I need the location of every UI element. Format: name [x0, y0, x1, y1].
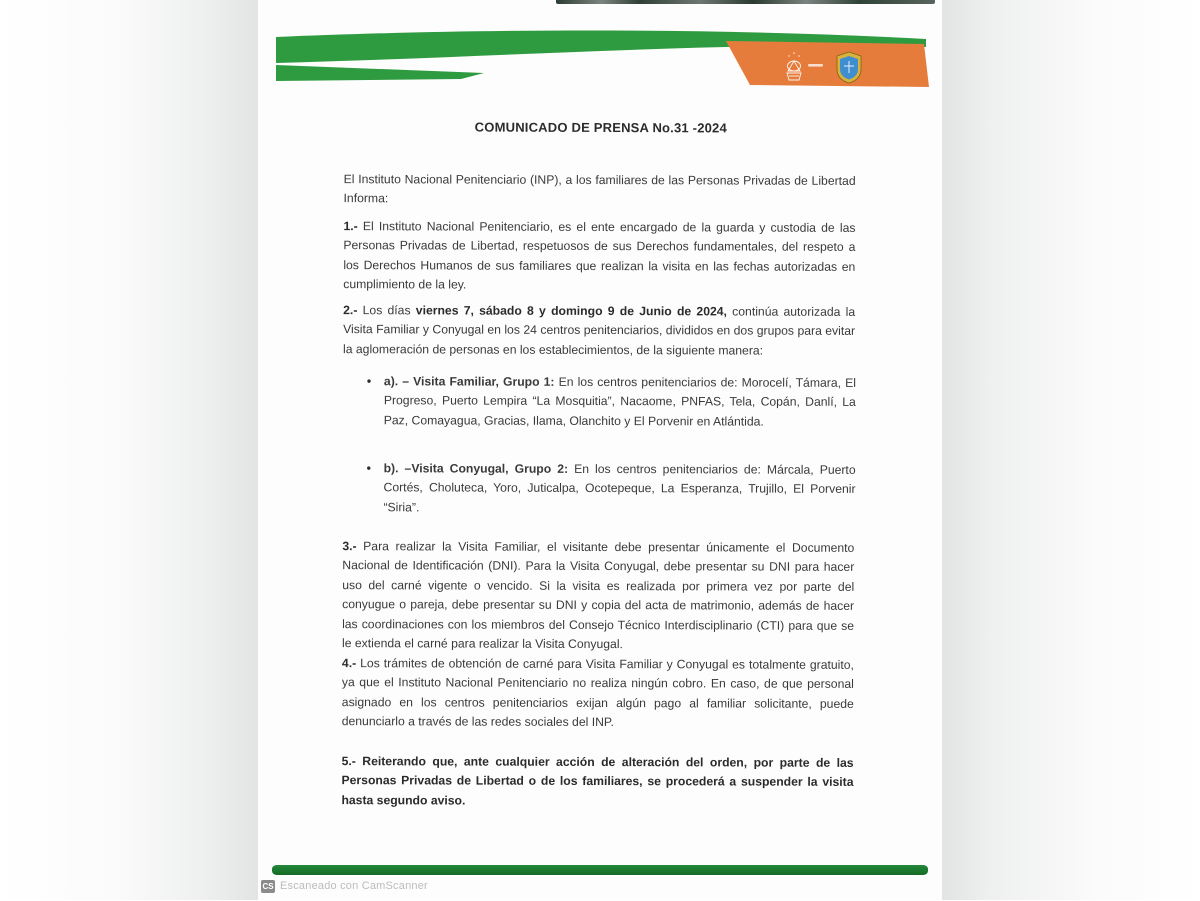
bullet-b-heading: b). –Visita Conyugal, Grupo 2:	[383, 461, 569, 476]
camscanner-icon: CS	[262, 881, 274, 891]
viewer-right-margin	[942, 0, 1200, 900]
paragraph-text: continúa autorizada la Visita Familiar y Conyugal en los 24 centros penitenciarios, divididos en dos grupos para evitar la aglomeración de personas en los establecimientos, de la siguiente manera:	[343, 304, 856, 358]
paragraph-text-bold: 5.- Reiterando que, ante cualquier acción de alteración del orden, por parte de las Personas Privadas de Libertad o de los familiares, se procederá a suspender la visita hasta segundo aviso.	[341, 754, 854, 808]
camscanner-watermark	[261, 878, 428, 894]
camscanner-label: Escaneado con CamScanner	[280, 880, 428, 892]
paragraph-text: En los centros penitenciarios de: Márcala, Puerto Cortés, Choluteca, Yoro, Juticalpa, Ocotepeque, La Esperanza, Trujillo, El Porvenir “Siria”.	[383, 461, 856, 515]
document-page	[258, 0, 942, 900]
paragraph-5	[341, 752, 853, 812]
viewer-left-margin	[0, 0, 258, 900]
document-content	[256, 0, 943, 901]
bullet-a-heading: a). – Visita Familiar, Grupo 1:	[383, 374, 555, 389]
bullet-icon: •	[366, 374, 372, 389]
bullet-icon: •	[366, 461, 371, 476]
intro-paragraph	[344, 170, 856, 211]
paragraph-text: Los días	[357, 303, 416, 318]
paragraph-number: 1.-	[343, 219, 358, 234]
dates-bold-text: viernes 7, sábado 8 y domingo 9 de Junio de 2024,	[415, 303, 727, 319]
paragraph-text: El Instituto Nacional Penitenciario (INP), a los familiares de las Personas Privadas de Libertad Informa:	[343, 172, 856, 206]
paragraph-1	[343, 217, 855, 296]
paragraph-3	[342, 537, 854, 655]
paragraph-number: 2.-	[343, 303, 358, 318]
paragraph-text: En los centros penitenciarios de: Morocelí, Támara, El Progreso, Puerto Lempira “La Mosquitia”, Nacaome, PNFAS, Tela, Copán, Danlí, La Paz, Comayagua, Gracias, Ilama, Olanchito y El Porvenir en Atlántida.	[383, 374, 856, 429]
paragraph-number: 3.-	[342, 539, 357, 554]
paragraph-number: 4.-	[341, 656, 357, 671]
bullet-item-a	[367, 372, 856, 432]
paragraph-2	[343, 301, 855, 361]
footer-green-bar	[272, 865, 928, 875]
bullet-item-b	[366, 459, 855, 519]
paragraph-text: El Instituto Nacional Penitenciario, es el ente encargado de la guarda y custodia de las Personas Privadas de Libertad, respetuosos de sus Derechos fundamentales, del respeto a los Derechos Humanos de sus familiares que realizan la visita en las fechas autorizadas en cumplimiento de la ley.	[343, 219, 856, 292]
paragraph-text: Para realizar la Visita Familiar, el visitante debe presentar únicamente el Documento Nacional de Identificación (DNI). Para la Visita Conyugal, debe presentar su DNI para hacer uso del carné vigente o vencido. Si la visita es realizada por primera vez por parte del conyugue o pareja, debe presentar su DNI y copia del acta de matrimonio, además de hacer las coordinaciones con los miembros del Consejo Técnico Interdisciplinario (CTI) para que se le extienda el carné para realizar la Visita Conyugal.	[341, 539, 855, 652]
document-title: COMUNICADO DE PRENSA No.31 -2024	[474, 119, 727, 136]
paragraph-text: Los trámites de obtención de carné para Visita Familiar y Conyugal es totalmente gratuito, ya que el Instituto Nacional Penitenciario no realiza ningún cobro. En caso, de que personal asignado en los centros penitenciarios exijan algún pago al familiar solicitante, puede denunciarlo a través de las redes sociales del INP.	[341, 656, 854, 730]
paragraph-4	[342, 654, 854, 733]
